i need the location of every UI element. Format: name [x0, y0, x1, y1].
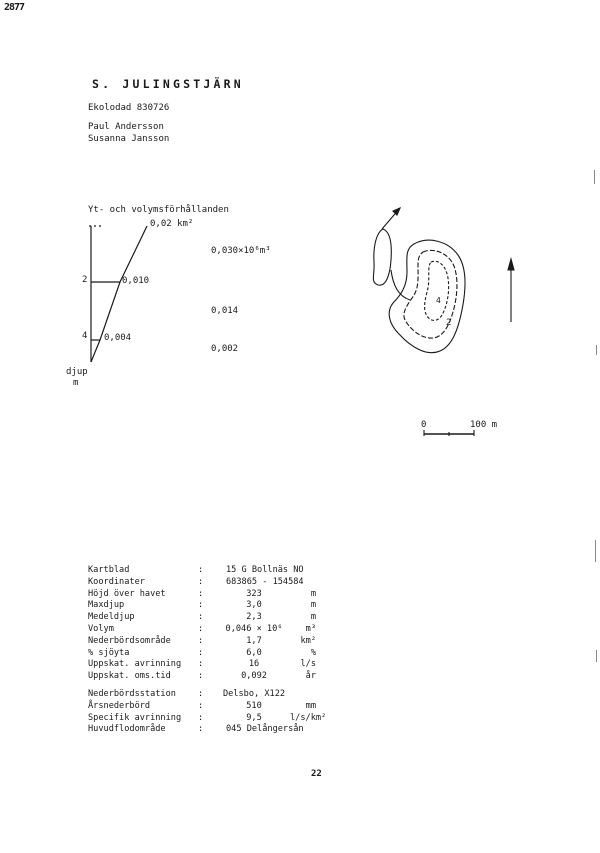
hypsograph-curve	[89, 226, 150, 362]
fact-colon: :	[198, 724, 204, 735]
fact-colon: :	[198, 700, 204, 711]
fact-colon: :	[198, 671, 204, 682]
contour-label-2: 2	[446, 318, 452, 328]
fact-colon: :	[198, 612, 204, 623]
fact-label: Höjd över havet	[88, 588, 166, 599]
area-label-top: 0,02 km²	[150, 219, 194, 229]
fact-row	[88, 612, 316, 624]
fact-unit: år	[305, 671, 316, 682]
fact-row	[88, 689, 316, 701]
fact-label: Medeldjup	[88, 612, 135, 623]
fact-value: Delsbo, X122	[222, 688, 286, 699]
fact-label: Uppskat. oms.tid	[88, 671, 171, 682]
fact-row	[88, 724, 316, 736]
fact-value: 0,092	[241, 671, 267, 682]
fact-unit	[290, 689, 316, 701]
volume-label-mid: 0,014	[211, 306, 239, 316]
fact-row	[88, 589, 316, 601]
corner-page-mark: 2877	[4, 2, 25, 13]
fact-unit: m	[310, 600, 316, 611]
fact-label: Uppskat. avrinning	[88, 659, 182, 670]
fact-value: 3,0	[246, 600, 262, 611]
area-label-mid: 0,010	[122, 276, 150, 286]
fact-value: 1,7	[246, 635, 262, 646]
fact-value: 045 Delångersån	[226, 724, 304, 735]
survey-date: Ekolodad 830726	[88, 103, 170, 113]
lake-map	[373, 208, 514, 436]
lake-shoreline	[389, 240, 465, 353]
fact-label: Nederbördsområde	[88, 635, 171, 646]
fact-row	[88, 636, 316, 648]
volume-label-top: 0,030×10⁶m³	[211, 246, 271, 256]
fact-colon: :	[198, 659, 204, 670]
fact-unit: %	[310, 647, 316, 658]
fact-label: % sjöyta	[88, 647, 130, 658]
fact-colon: :	[198, 600, 204, 611]
depth-tick-4: 4	[82, 331, 88, 341]
fact-colon: :	[198, 576, 204, 587]
upstream-pond	[373, 229, 391, 285]
fact-label: Koordinater	[88, 576, 145, 587]
fact-value: 6,0	[246, 647, 262, 658]
fact-unit: l/s/km²	[290, 712, 327, 723]
fact-row	[88, 577, 316, 589]
fact-unit: km²	[300, 635, 316, 646]
fact-label: Årsnederbörd	[88, 700, 151, 711]
fact-value: 15 G Bollnäs NO	[226, 565, 304, 575]
fact-value: 0,046 × 10⁶	[225, 623, 283, 634]
fact-value: 323	[246, 588, 262, 599]
fact-unit: mm	[305, 700, 316, 711]
fact-row	[88, 712, 327, 725]
fact-row	[88, 701, 316, 713]
scan-mark	[595, 540, 596, 562]
fact-row	[88, 671, 316, 683]
fact-value: 2,3	[246, 612, 262, 623]
fact-colon: :	[198, 623, 204, 634]
outlet-arrowhead-icon	[393, 208, 400, 215]
fact-value: 9,5	[246, 712, 262, 723]
lake-title: S. JULINGSTJÄRN	[92, 77, 244, 91]
contour-label-4: 4	[436, 296, 441, 305]
scale-label-start: 0	[421, 420, 427, 430]
scan-mark	[596, 345, 597, 355]
fact-colon: :	[198, 647, 204, 658]
fact-row	[88, 659, 316, 671]
fact-label: Maxdjup	[88, 600, 125, 611]
area-label-low: 0,004	[104, 333, 132, 343]
fact-colon: :	[198, 712, 204, 723]
fact-label: Volym	[88, 623, 114, 634]
fact-row	[88, 648, 316, 660]
fact-row	[88, 624, 316, 636]
fact-colon: :	[198, 588, 204, 599]
depth-axis-unit: m	[73, 378, 79, 388]
fact-unit: m	[310, 612, 316, 623]
fact-label: Kartblad	[88, 565, 130, 575]
fact-row	[88, 600, 316, 612]
fact-label: Nederbördsstation	[88, 688, 176, 699]
fact-label: Specifik avrinning	[88, 712, 182, 723]
depth-axis-label: djup	[66, 367, 88, 377]
depth-contour-4	[425, 261, 449, 320]
fact-colon: :	[198, 635, 204, 646]
scale-label-end: 100 m	[470, 420, 498, 430]
volume-label-low: 0,002	[211, 344, 239, 354]
author-1: Paul Andersson	[88, 122, 164, 132]
fact-unit: l/s	[300, 659, 316, 670]
fact-unit: m	[310, 588, 316, 599]
area-curve-line	[91, 226, 150, 362]
fact-colon: :	[198, 565, 204, 575]
fact-value: 683865 - 154584	[226, 576, 304, 587]
fact-row	[88, 565, 316, 577]
fact-unit: m³	[305, 623, 316, 634]
fact-colon: :	[198, 688, 204, 699]
lake-facts-table	[88, 565, 327, 736]
north-arrowhead-icon	[508, 259, 514, 270]
scan-mark	[594, 170, 595, 184]
depth-tick-2: 2	[82, 275, 88, 285]
page-number: 22	[311, 769, 322, 779]
hypsograph-title: Yt- och volymsförhållanden	[88, 205, 229, 215]
author-2: Susanna Jansson	[88, 134, 170, 144]
fact-value: 16	[248, 659, 260, 670]
fact-value: 510	[246, 700, 262, 711]
fact-label: Huvudflodområde	[88, 724, 166, 735]
scan-mark	[596, 650, 597, 662]
